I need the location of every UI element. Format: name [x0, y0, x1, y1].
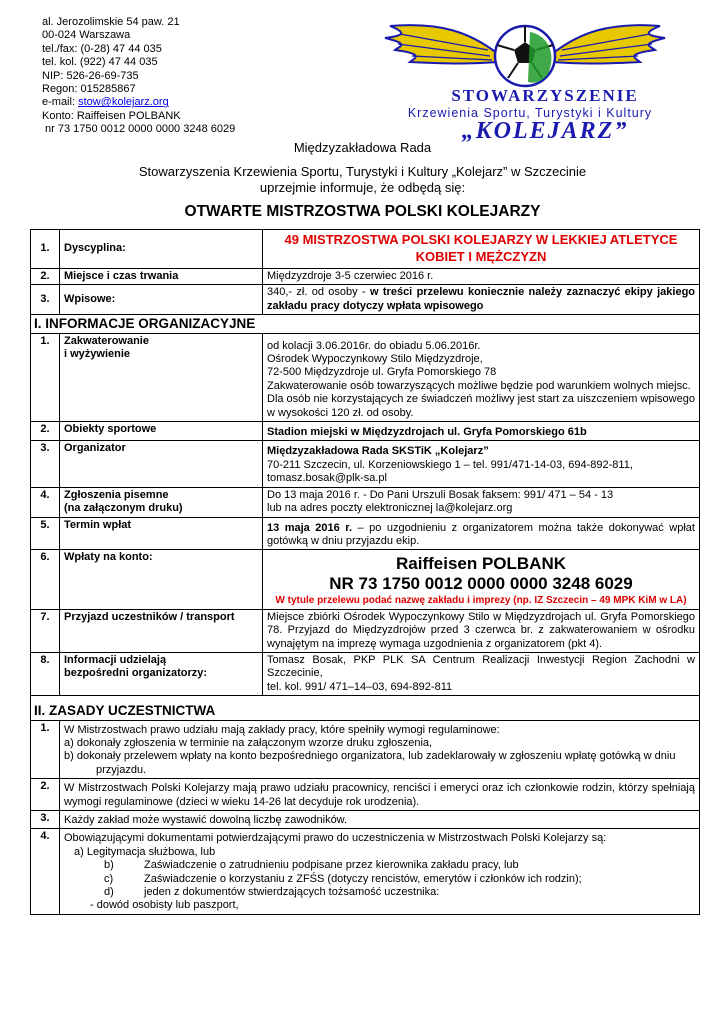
table-row-accommodation [31, 333, 700, 421]
intro-line-1: Międzyzakładowa Rada [293, 140, 432, 155]
account-number: NR 73 1750 0012 0000 0000 3248 6029 [329, 574, 633, 594]
address-email-row [42, 96, 235, 109]
row-number: 3. [31, 285, 60, 315]
address-tel-kol: tel. kol. (922) 47 44 035 [42, 56, 158, 69]
transport-value: Miejsce zbiórki Ośrodek Wypoczynkowy Stilo w Międzyzdrojach ul. Gryfa Pomorskiego 78. Przyjazd do Międzyzdrojów przed 3 czerwca br. z zakwaterowaniem w ośrodku wynajętym na imprezę wymaga uzgodnienia z organizatorem (pkt 4). [263, 609, 700, 652]
row-label: Organizator [60, 441, 263, 487]
table-row-organizer [31, 441, 700, 487]
rules-row-3 [31, 811, 700, 829]
info-table [30, 229, 700, 915]
organizer-value: Międzyzakładowa Rada SKSTiK „Kolejarz” 70-211 Szczecin, ul. Korzeniowskiego 1 – tel. 991/471-14-03, 694-892-811, tomasz.bosak@plk-sa.pl [263, 441, 700, 487]
document-title: OTWARTE MISTRZOSTWA POLSKI KOLEJARZY [184, 203, 541, 220]
row-number: 4. [31, 829, 60, 914]
row-number: 6. [31, 550, 60, 609]
rule-3-text: Każdy zakład może wystawić dowolną liczbę zawodników. [60, 811, 700, 829]
kolejarz-logo [370, 12, 680, 150]
logo-stowarzyszenie: STOWARZYSZENIE [451, 86, 639, 105]
fee-note: w treści przelewu koniecznie należy zaznaczyć ekipy jakiego zakładu pracy dotyczy wpłata wpisowego [267, 286, 696, 312]
address-block [42, 16, 235, 137]
fee-value [263, 285, 700, 315]
row-number: 7. [31, 609, 60, 652]
rules-row-1 [31, 720, 700, 779]
row-number: 2. [31, 269, 60, 285]
section-header-organizational [31, 315, 700, 333]
address-street: al. Jerozolimskie 54 paw. 21 [42, 16, 180, 28]
row-number: 4. [31, 487, 60, 517]
table-row-applications [31, 487, 700, 517]
row-number: 2. [31, 422, 60, 441]
row-label: Informacji udzielają bezpośredni organizatorzy: [60, 652, 263, 695]
bank-account-value [263, 550, 700, 609]
bank-name: Raiffeisen POLBANK [395, 554, 567, 574]
row-number: 1. [31, 230, 60, 269]
address-city: 00-024 Warszawa [42, 29, 131, 42]
address-regon: Regon: 015285867 [42, 83, 136, 96]
address-nip: NIP: 526-26-69-735 [42, 69, 139, 82]
section-title: II. ZASADY UCZESTNICTWA [31, 696, 700, 720]
row-number: 1. [31, 333, 60, 421]
discipline-value: 49 MISTRZOSTWA POLSKI KOLEJARZY W LEKKIEJ ATLETYCE KOBIET I MĘŻCZYZN [263, 230, 700, 269]
row-number: 8. [31, 652, 60, 695]
email-link[interactable]: stow@kolejarz.org [78, 96, 169, 109]
section-title: I. INFORMACJE ORGANIZACYJNE [31, 315, 700, 333]
section-header-rules [31, 696, 700, 720]
payment-deadline-value: 13 maja 2016 r. – po uzgodnieniu z organizatorem można także dokonywać wpłat gotówką w dniu przyjazdu ekip. [263, 517, 700, 550]
row-number: 3. [31, 811, 60, 829]
address-telfax: tel./fax: (0-28) 47 44 035 [42, 42, 162, 55]
row-label: Przyjazd uczestników / transport [60, 609, 263, 652]
rule-1-text: W Mistrzostwach prawo udziału mają zakłady pracy, które spełniły wymogi regulaminowe: a) dokonały zgłoszenia w terminie na załączonym wzorze druku zgłoszenia, b) dokonały przelewem wpłaty na konto bezpośredniego organizatora, lub zadeklarowały w zgłoszeniu wpłatę gotówką w dniu przyjazdu. [60, 720, 700, 779]
rule-2-text: W Mistrzostwach Polski Kolejarzy mają prawo udziału pracownicy, renciści i emeryci oraz ich członkowie rodzin, którzy spełniają wymogi regulaminowe (dzieci w wieku 14-26 lat decyduje rok urodzenia). [60, 779, 700, 811]
row-label: Zgłoszenia pisemne (na załączonym druku) [60, 487, 263, 517]
rules-row-2 [31, 779, 700, 811]
address-account-name: Konto: Raiffeisen POLBANK [42, 109, 181, 122]
applications-value: Do 13 maja 2016 r. - Do Pani Urszuli Bosak faksem: 991/ 471 – 54 - 13 lub na adres poczty elektronicznej la@kolejarz.org [263, 487, 700, 517]
table-row-place [31, 269, 700, 285]
table-row-payment-deadline [31, 517, 700, 550]
accommodation-value: od kolacji 3.06.2016r. do obiadu 5.06.2016r. Ośrodek Wypoczynkowy Stilo Międzyzdroje, 72-500 Międzyzdroje ul. Gryfa Pomorskiego 78 Zakwaterowanie osób towarzyszących możliwe będzie pod warunkiem wolnych miejsc. Dla osób nie korzystających ze świadczeń możliwy jest start za uiszczeniem wpisowego w wysokości 120 zł. od osoby. [263, 333, 700, 421]
place-value: Międzyzdroje 3-5 czerwiec 2016 r. [263, 269, 700, 285]
logo-krzewienia: Krzewienia Sportu, Turystyki i Kultury [407, 106, 653, 120]
row-number: 2. [31, 779, 60, 811]
email-label: e-mail: [42, 96, 79, 109]
logo-kolejarz: „KOLEJARZ” [461, 118, 629, 144]
table-row-bank-account [31, 550, 700, 609]
fee-amount: 340,- zł. od osoby - [267, 286, 370, 299]
winged-ball-emblem-icon [370, 12, 680, 92]
intro-line-2: Stowarzyszenia Krzewienia Sportu, Turystyki i Kultury „Kolejarz” w Szczecinie [138, 164, 587, 179]
row-number: 1. [31, 720, 60, 779]
table-row-fee [31, 285, 700, 315]
row-label: Zakwaterowanie i wyżywienie [60, 333, 263, 421]
intro-line-3: uprzejmie informuje, że odbędą się: [259, 180, 466, 195]
contact-value: Tomasz Bosak, PKP PLK SA Centrum Realizacji Inwestycji Region Zachodni w Szczecinie, tel. kol. 991/ 471–14–03, 694-892-811 [263, 652, 700, 695]
table-row-contact [31, 652, 700, 695]
rules-row-4 [31, 829, 700, 914]
table-row-venues [31, 422, 700, 441]
row-label: Obiekty sportowe [60, 422, 263, 441]
row-label: Termin wpłat [60, 517, 263, 550]
row-label: Wpisowe: [60, 285, 263, 315]
row-number: 3. [31, 441, 60, 487]
address-account-number: nr 73 1750 0012 0000 0000 3248 6029 [45, 123, 236, 136]
rule-4-text: Obowiązującymi dokumentami potwierdzającymi prawo do uczestniczenia w Mistrzostwach Polski Kolejarzy są: a) Legitymacja służbowa, lub b) Zaświadczenie o zatrudnieniu podpisane przez kierownika zakładu pracy, lub c) Zaświadczenie o korzystaniu z ZFŚS (dotyczy rencistów, emerytów i członków ich rodzin); d) jeden z dokumentów stwierdzających tożsamość uczestnika: - dowód osobisty lub paszport, [60, 829, 700, 914]
table-row-transport [31, 609, 700, 652]
row-label: Dyscyplina: [60, 230, 263, 269]
table-row-discipline [31, 230, 700, 269]
row-label: Miejsce i czas trwania [60, 269, 263, 285]
row-label: Wpłaty na konto: [60, 550, 263, 609]
transfer-title-note: W tytule przelewu podać nazwę zakładu i imprezy (np. IZ Szczecin – 49 MPK KiM w LA) [275, 595, 687, 607]
row-number: 5. [31, 517, 60, 550]
venues-value: Stadion miejski w Międzyzdrojach ul. Gryfa Pomorskiego 61b [263, 422, 700, 441]
